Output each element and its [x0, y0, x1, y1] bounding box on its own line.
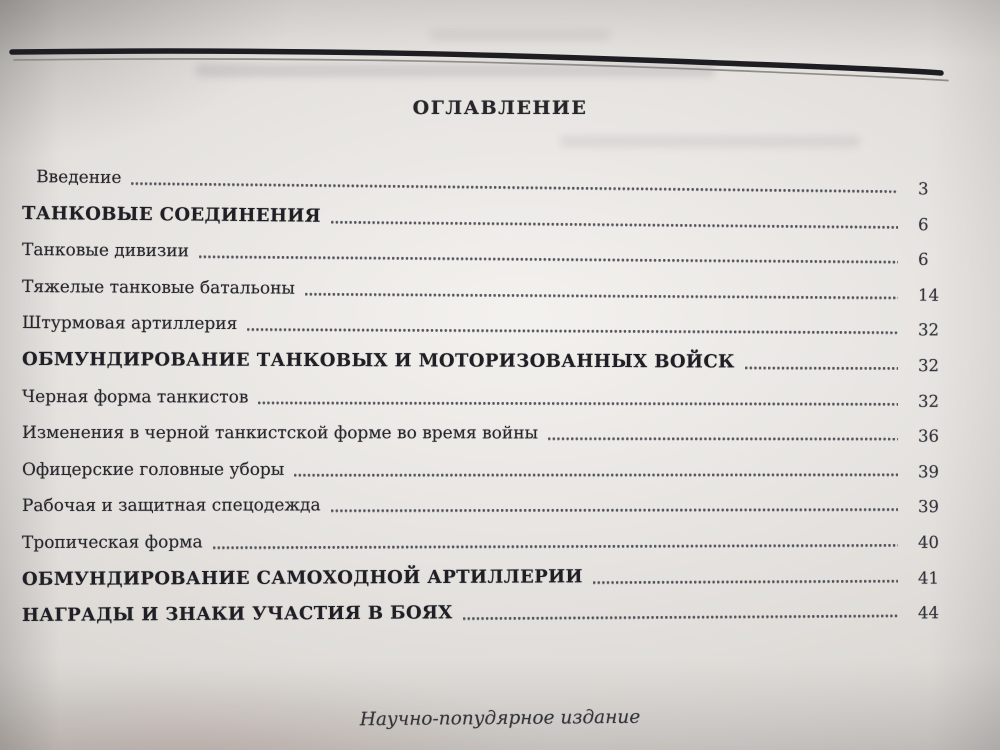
toc-entry-page-number: 40 [917, 532, 939, 552]
toc-entry-label: Тропическая форма [21, 532, 203, 554]
dot-leader [548, 438, 898, 441]
show-through-smudge [560, 136, 860, 147]
toc-entry-page-number: 32 [917, 355, 940, 375]
toc-entry-page-number: 6 [917, 214, 929, 234]
toc-entry [22, 515, 964, 555]
dot-leader [305, 293, 898, 299]
toc-list [22, 152, 964, 628]
dot-leader [199, 256, 898, 264]
toc-entry-page-number: 44 [917, 602, 939, 623]
toc-entry [22, 408, 964, 445]
dot-leader [213, 544, 898, 549]
toc-entry-label: Танковые дивизии [22, 240, 190, 262]
toc-entry [22, 335, 964, 375]
toc-entry-label: Изменения в черной танкистской форме во время войны [22, 423, 539, 444]
dot-leader [463, 615, 898, 620]
toc-entry-page-number: 36 [917, 426, 940, 446]
toc-entry-label: ТАНКОВЫЕ СОЕДИНЕНИЯ [22, 202, 322, 227]
toc-entry [22, 479, 964, 518]
toc-entry-label: ОБМУНДИРОВАНИЕ ТАНКОВЫХ И МОТОРИЗОВАННЫХ ВОЙСК [22, 349, 735, 373]
page-title: ОГЛАВЛЕНИЕ [412, 97, 588, 119]
dot-leader [745, 366, 898, 369]
toc-entry [22, 444, 964, 481]
toc-entry-label: Черная форма танкистов [22, 386, 249, 408]
top-rule [0, 0, 1000, 100]
toc-entry-page-number: 39 [917, 497, 939, 517]
toc-entry-label: Введение [36, 167, 122, 189]
toc-entry-page-number: 32 [917, 320, 940, 340]
dot-leader [331, 509, 898, 513]
dot-leader [593, 579, 898, 583]
toc-entry [22, 550, 964, 591]
dot-leader [294, 473, 898, 476]
dot-leader [247, 328, 898, 334]
toc-entry-page-number: 6 [917, 249, 929, 269]
toc-entry-page-number: 39 [917, 461, 939, 481]
toc-entry [22, 298, 964, 339]
dot-leader [331, 220, 898, 228]
toc-entry-page-number: 14 [917, 285, 940, 305]
toc-entry [22, 585, 964, 628]
toc-entry-page-number: 3 [917, 178, 929, 199]
toc-entry-label: Рабочая и защитная спецодежда [21, 496, 321, 517]
toc-entry-label: Штурмовая артиллерия [22, 313, 238, 335]
toc-entry-page-number: 32 [917, 391, 940, 411]
edition-note: Научно-попудярное издание [359, 706, 641, 731]
toc-entry-page-number: 41 [917, 567, 939, 587]
toc-entry-label: Офицерские головные уборы [21, 459, 285, 481]
toc-entry-label: ОБМУНДИРОВАНИЕ САМОХОДНОЙ АРТИЛЛЕРИИ [21, 565, 584, 590]
toc-entry-label: НАГРАДЫ И ЗНАКИ УЧАСТИЯ В БОЯХ [21, 602, 453, 627]
toc-entry-label: Тяжелые танковые батальоны [22, 277, 296, 299]
dot-leader [258, 401, 898, 405]
toc-entry [22, 372, 964, 411]
